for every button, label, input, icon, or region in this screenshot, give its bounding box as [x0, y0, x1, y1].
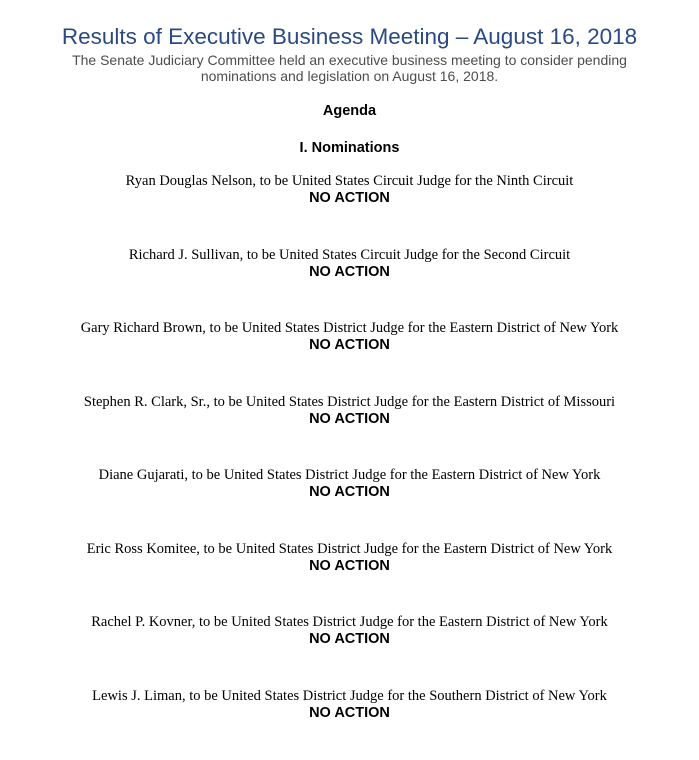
nomination-status: NO ACTION [0, 337, 699, 354]
page-subtitle [40, 52, 660, 84]
subtitle-line-2: nominations and legislation on August 16, 2018. [40, 68, 660, 84]
nomination-status: NO ACTION [0, 558, 699, 575]
subtitle-line-1: The Senate Judiciary Committee held an executive business meeting to consider pending [40, 52, 660, 68]
nominee-description: Eric Ross Komitee, to be United States District Judge for the Eastern District of New York [0, 540, 699, 558]
nomination-status: NO ACTION [0, 631, 699, 648]
nominee-description: Richard J. Sullivan, to be United States Circuit Judge for the Second Circuit [0, 246, 699, 264]
nomination-item [0, 172, 699, 246]
nominee-description: Rachel P. Kovner, to be United States District Judge for the Eastern District of New York [0, 613, 699, 631]
nominations-section-heading: I. Nominations [0, 139, 699, 157]
nomination-status: NO ACTION [0, 705, 699, 722]
nomination-status: NO ACTION [0, 484, 699, 501]
nomination-status: NO ACTION [0, 411, 699, 428]
nominee-description: Diane Gujarati, to be United States District Judge for the Eastern District of New York [0, 466, 699, 484]
nomination-item [0, 246, 699, 320]
nomination-item [0, 319, 699, 393]
agenda-heading: Agenda [0, 102, 699, 120]
nominee-description: Gary Richard Brown, to be United States District Judge for the Eastern District of New York [0, 319, 699, 337]
nomination-item [0, 613, 699, 687]
nominee-description: Lewis J. Liman, to be United States District Judge for the Southern District of New York [0, 687, 699, 705]
nomination-item [0, 687, 699, 760]
nominee-description: Ryan Douglas Nelson, to be United States Circuit Judge for the Ninth Circuit [0, 172, 699, 190]
nomination-item [0, 466, 699, 540]
nominee-description: Stephen R. Clark, Sr., to be United States District Judge for the Eastern District of Missouri [0, 393, 699, 411]
nomination-item [0, 540, 699, 614]
nomination-status: NO ACTION [0, 190, 699, 207]
nomination-item [0, 393, 699, 467]
nominations-list [0, 172, 699, 760]
page-title: Results of Executive Business Meeting – August 16, 2018 [0, 0, 699, 50]
nomination-status: NO ACTION [0, 264, 699, 281]
